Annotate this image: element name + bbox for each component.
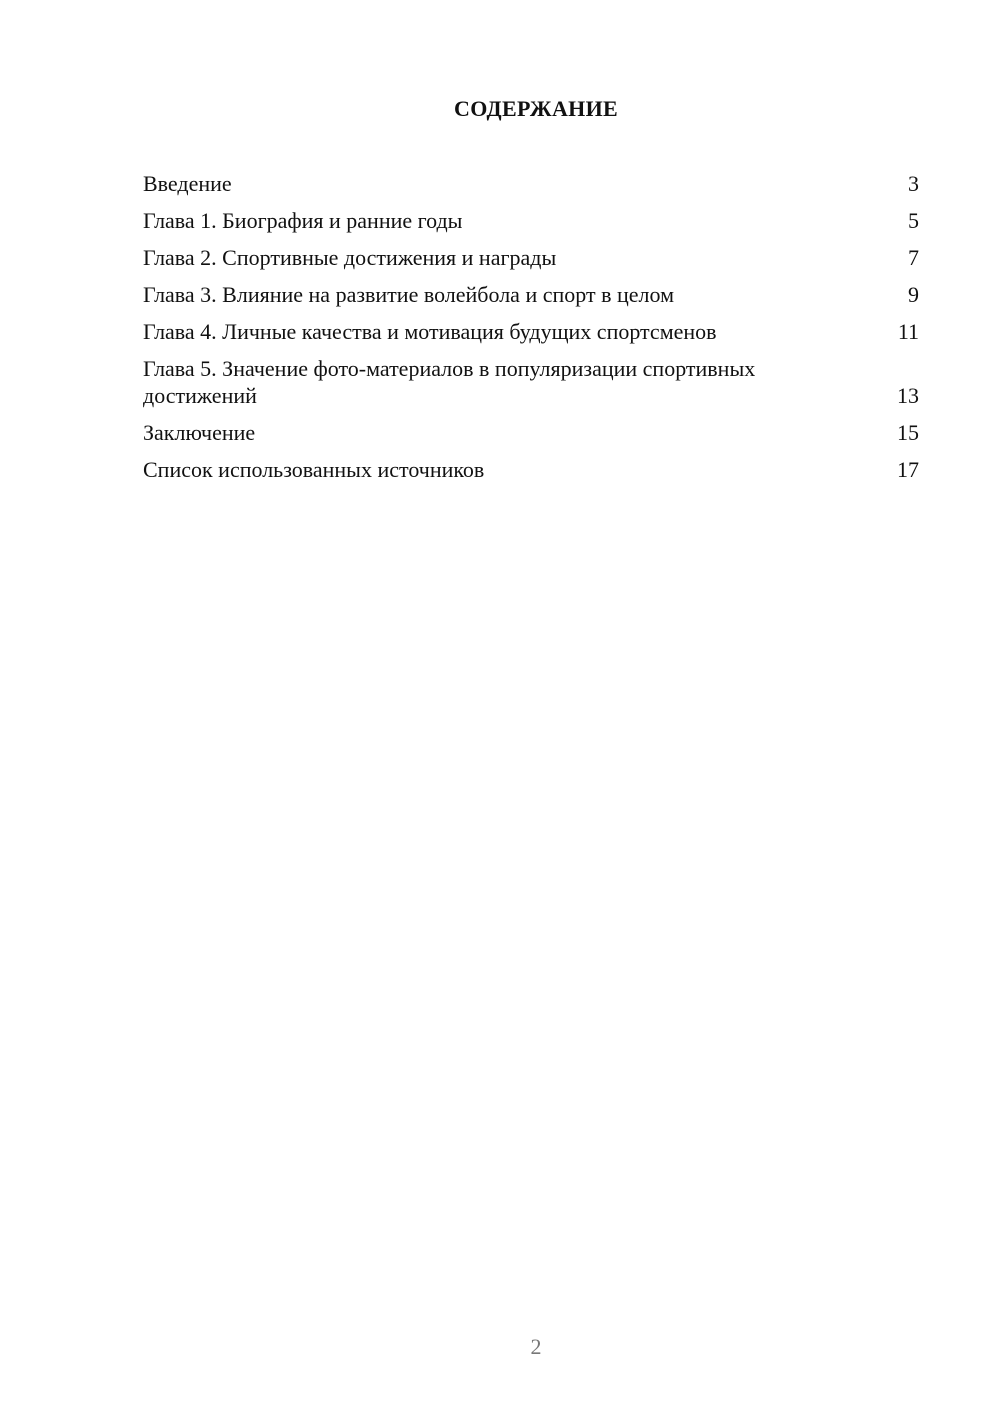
table-of-contents bbox=[143, 170, 919, 493]
toc-page-number: 11 bbox=[897, 319, 919, 344]
toc-page-number: 15 bbox=[897, 420, 919, 445]
toc-entry-chapter-1 bbox=[143, 207, 919, 234]
toc-page-number: 17 bbox=[897, 457, 919, 482]
toc-entry-references bbox=[143, 456, 919, 483]
toc-entry-chapter-4 bbox=[143, 318, 919, 345]
toc-page-number: 5 bbox=[908, 208, 919, 233]
page-title: СОДЕРЖАНИЕ bbox=[454, 96, 618, 121]
toc-entry-introduction bbox=[143, 170, 919, 197]
toc-page-number: 13 bbox=[897, 383, 919, 408]
toc-page-number: 7 bbox=[908, 245, 919, 270]
toc-page-number: 9 bbox=[908, 282, 919, 307]
toc-entry-label: Глава 1. Биография и ранние годы bbox=[143, 208, 463, 233]
toc-entry-label: Введение bbox=[143, 171, 232, 196]
page-number: 2 bbox=[530, 1334, 542, 1359]
toc-entry-label: Список использованных источников bbox=[143, 457, 485, 482]
toc-entry-label: Заключение bbox=[143, 420, 256, 445]
toc-entry-conclusion bbox=[143, 419, 919, 446]
toc-page-number: 3 bbox=[908, 171, 919, 196]
toc-entry-label: Глава 5. Значение фото-материалов в популяризации спортивных достижений bbox=[143, 356, 756, 408]
toc-entry-chapter-5 bbox=[143, 355, 919, 409]
toc-entry-chapter-3 bbox=[143, 281, 919, 308]
toc-entry-chapter-2 bbox=[143, 244, 919, 271]
toc-entry-label: Глава 2. Спортивные достижения и награды bbox=[143, 245, 557, 270]
toc-entry-label: Глава 4. Личные качества и мотивация будущих спортсменов bbox=[143, 319, 717, 344]
toc-entry-label: Глава 3. Влияние на развитие волейбола и спорт в целом bbox=[143, 282, 674, 307]
